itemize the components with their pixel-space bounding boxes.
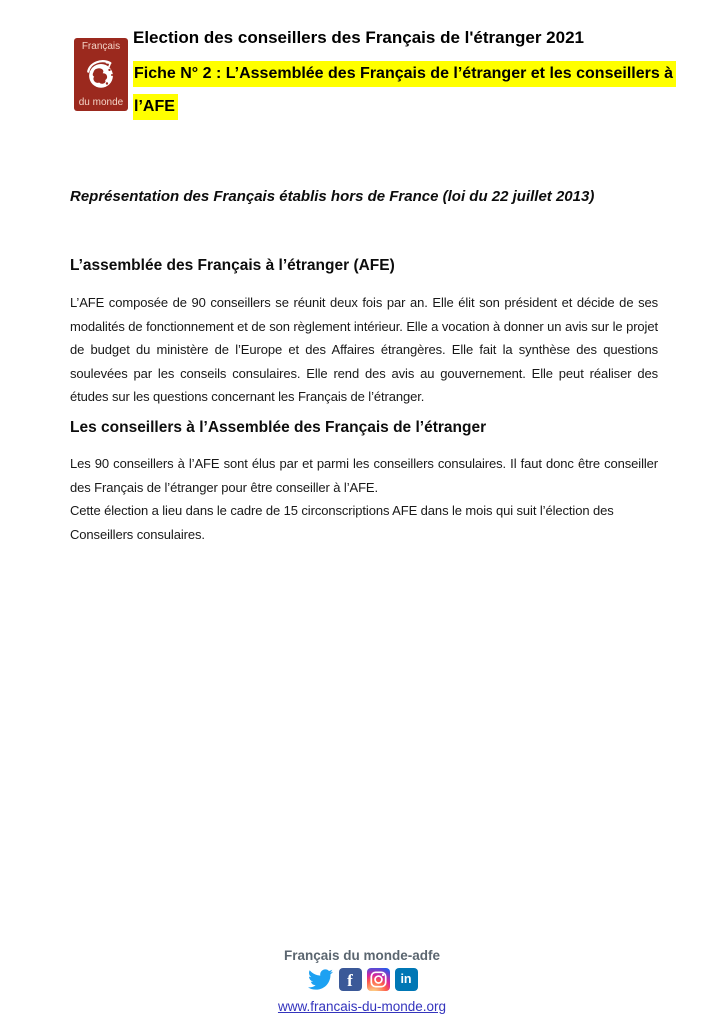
fiche-subtitle-line1: Fiche N° 2 : L’Assemblée des Français de l’étranger et les conseillers à	[133, 61, 676, 87]
footer-link-row	[0, 998, 724, 1016]
francais-du-monde-logo	[74, 38, 128, 111]
twitter-icon[interactable]	[307, 968, 334, 991]
section-afe-paragraph: L’AFE composée de 90 conseillers se réunit deux fois par an. Elle élit son président et décide de ses modalités de fonctionnement et de son règlement intérieur. Elle a vocation à donner un avis sur le projet de budget du ministère de l’Europe et des Affaires étrangères. Elle fait la synthèse des questions soulevées par les conseils consulaires. Elle rend des avis au gouvernement. Elle peut réaliser des études sur les questions concernant les Français de l’étranger.	[70, 295, 658, 404]
logo-top-label: Français	[81, 41, 121, 52]
section-heading-conseillers: Les conseillers à l’Assemblée des Français de l’étranger	[70, 419, 487, 436]
fiche-subtitle	[133, 61, 708, 127]
instagram-icon[interactable]	[367, 968, 390, 991]
intro-heading: Représentation des Français établis hors de France (loi du 22 juillet 2013)	[70, 188, 595, 205]
header	[133, 27, 708, 127]
social-icons-row	[0, 967, 724, 991]
section-conseillers-paragraphs	[70, 452, 658, 546]
linkedin-icon[interactable]: in	[395, 968, 418, 991]
fiche-subtitle-line2: l’AFE	[133, 94, 178, 120]
paragraph: Cette élection a lieu dans le cadre de 15 circonscriptions AFE dans le mois qui suit l’élection des Conseillers consulaires.	[70, 503, 614, 542]
section-heading-afe: L’assemblée des Français à l’étranger (AFE)	[70, 257, 395, 274]
paragraph: Les 90 conseillers à l’AFE sont élus par et parmi les conseillers consulaires. Il faut donc être conseiller des Français de l’étranger pour être conseiller à l’AFE.	[70, 456, 658, 495]
globe-icon	[84, 58, 118, 92]
logo-bottom-label: du monde	[78, 97, 124, 108]
facebook-icon[interactable]: f	[339, 968, 362, 991]
footer-org-name: Français du monde-adfe	[283, 948, 441, 963]
document-title: Election des conseillers des Français de l'étranger 2021	[133, 28, 584, 47]
footer	[0, 948, 724, 1016]
website-link[interactable]: www.francais-du-monde.org	[277, 999, 447, 1014]
